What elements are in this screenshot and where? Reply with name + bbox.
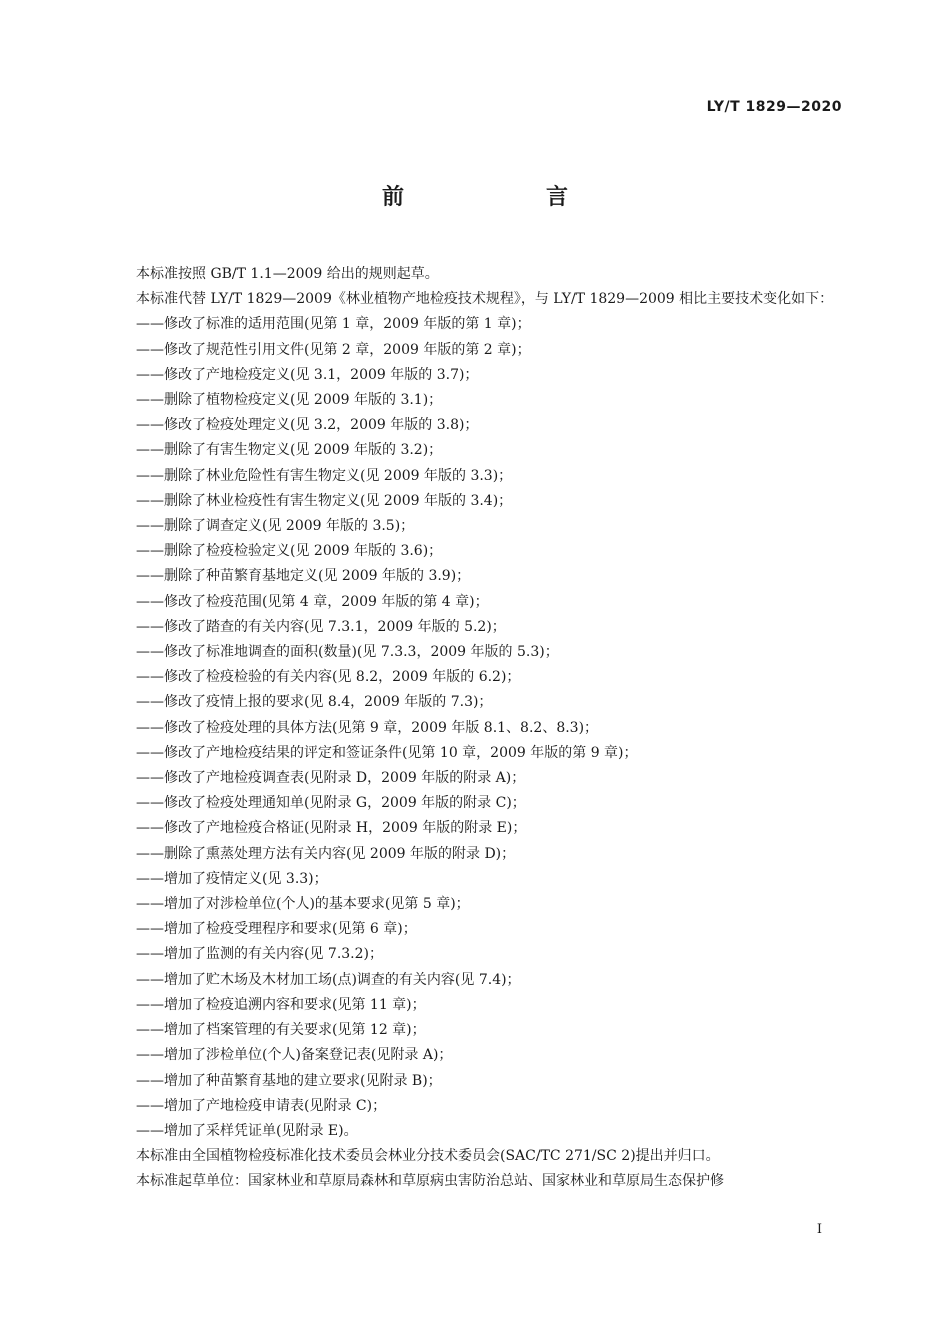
list-item: ——增加了疫情定义(见 3.3)； xyxy=(136,870,328,887)
list-item: ——删除了熏蒸处理方法有关内容(见 2009 年版的附录 D)； xyxy=(136,845,516,862)
list-item: ——删除了种苗繁育基地定义(见 2009 年版的 3.9)； xyxy=(136,568,471,585)
standard-code: LY/T 1829—2020 xyxy=(706,99,842,115)
list-item: ——删除了调查定义(见 2009 年版的 3.5)； xyxy=(136,518,415,535)
list-item: ——修改了产地检疫合格证(见附录 H，2009 年版的附录 E)； xyxy=(136,820,527,837)
list-item: ——增加了检疫受理程序和要求(见第 6 章)； xyxy=(136,921,417,938)
list-item: ——修改了疫情上报的要求(见 8.4，2009 年版的 7.3)； xyxy=(136,694,493,711)
document-body xyxy=(108,262,843,1195)
list-item: ——修改了产地检疫结果的评定和签证条件(见第 10 章，2009 年版的第 9 章)； xyxy=(136,744,638,761)
list-item: ——修改了踏查的有关内容(见 7.3.1，2009 年版的 5.2)； xyxy=(136,618,506,635)
list-item: ——删除了林业危险性有害生物定义(见 2009 年版的 3.3)； xyxy=(136,467,513,484)
list-item: ——删除了有害生物定义(见 2009 年版的 3.2)； xyxy=(136,442,443,459)
paragraph: 本标准按照 GB/T 1.1—2009 给出的规则起草。 xyxy=(136,266,439,282)
list-item: ——修改了检疫检验的有关内容(见 8.2，2009 年版的 6.2)； xyxy=(136,669,521,686)
page-title: 前 言 xyxy=(381,185,628,210)
list-item: ——修改了产地检疫调查表(见附录 D，2009 年版的附录 A)； xyxy=(136,770,526,787)
list-item: ——增加了产地检疫申请表(见附录 C)； xyxy=(136,1097,387,1114)
list-item: ——增加了种苗繁育基地的建立要求(见附录 B)； xyxy=(136,1072,442,1089)
list-item: ——修改了标准地调查的面积(数量)(见 7.3.3，2009 年版的 5.3)； xyxy=(136,644,559,661)
paragraph: 本标准代替 LY/T 1829—2009《林业植物产地检疫技术规程》，与 LY/T 1829—2009 相比主要技术变化如下： xyxy=(136,291,834,308)
list-item: ——增加了对涉检单位(个人)的基本要求(见第 5 章)； xyxy=(136,896,470,913)
list-item: ——修改了检疫处理通知单(见附录 G，2009 年版的附录 C)； xyxy=(136,795,526,812)
changes-list xyxy=(108,312,843,1144)
list-item: ——删除了林业检疫性有害生物定义(见 2009 年版的 3.4)； xyxy=(136,492,513,509)
list-item: ——增加了贮木场及木材加工场(点)调查的有关内容(见 7.4)； xyxy=(136,971,521,988)
paragraph: 本标准由全国植物检疫标准化技术委员会林业分技术委员会(SAC/TC 271/SC 2)提出并归口。 xyxy=(136,1148,720,1165)
list-item: ——修改了产地检疫定义(见 3.1，2009 年版的 3.7)； xyxy=(136,366,479,383)
list-item: ——增加了涉检单位(个人)备案登记表(见附录 A)； xyxy=(136,1047,453,1064)
list-item: ——增加了监测的有关内容(见 7.3.2)； xyxy=(136,946,383,963)
list-item: ——修改了检疫处理定义(见 3.2，2009 年版的 3.8)； xyxy=(136,417,479,434)
list-item: ——修改了检疫处理的具体方法(见第 9 章，2009 年版 8.1、8.2、8.3)； xyxy=(136,719,599,736)
list-item: ——增加了采样凭证单(见附录 E)。 xyxy=(136,1122,358,1139)
list-item: ——增加了档案管理的有关要求(见第 12 章)； xyxy=(136,1022,426,1039)
page-number: I xyxy=(816,1222,822,1237)
list-item: ——删除了植物检疫定义(见 2009 年版的 3.1)； xyxy=(136,392,443,409)
list-item: ——修改了标准的适用范围(见第 1 章，2009 年版的第 1 章)； xyxy=(136,316,531,333)
list-item: ——增加了检疫追溯内容和要求(见第 11 章)； xyxy=(136,996,426,1013)
list-item: ——修改了规范性引用文件(见第 2 章，2009 年版的第 2 章)； xyxy=(136,341,531,358)
list-item: ——删除了检疫检验定义(见 2009 年版的 3.6)； xyxy=(136,543,443,560)
paragraph: 本标准起草单位：国家林业和草原局森林和草原病虫害防治总站、国家林业和草原局生态保护修 xyxy=(136,1173,724,1190)
list-item: ——修改了检疫范围(见第 4 章，2009 年版的第 4 章)； xyxy=(136,593,489,610)
